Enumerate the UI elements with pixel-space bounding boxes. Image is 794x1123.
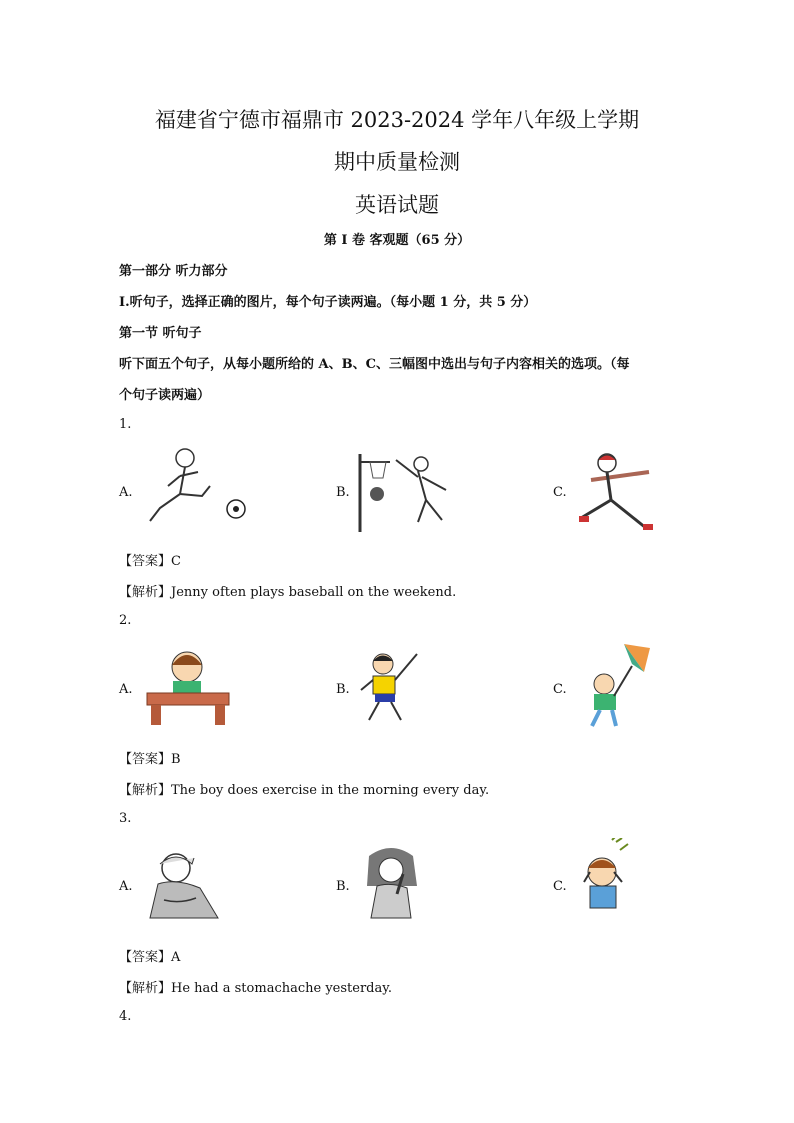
analysis-text: Jenny often plays baseball on the weekend. [171,585,457,600]
directions-line-1: 听下面五个句子，从每小题所给的 A、B、C、三幅图中选出与句子内容相关的选项。（每 [119,357,630,372]
option-a-label: A. [119,485,133,500]
baseball-player-swinging-image [571,450,665,534]
option-b-label: B. [336,879,350,894]
analysis-text: He had a stomachache yesterday. [171,981,392,996]
question-number: 1. [119,417,132,432]
woman-with-toothache-image [357,846,427,920]
analysis-line-1 [119,581,456,600]
boy-at-desk-image [141,649,235,727]
boy-flying-kite-image [584,642,652,730]
instruction-text: I.听句子，选择正确的图片，每个句子读两遍。（每小题 1 分，共 5 分） [119,295,537,310]
option-c-label: C. [553,682,567,697]
section-heading: 第 I 卷 客观题（65 分） [323,233,471,248]
answer-label: 【答案】 [119,752,172,767]
answer-value: B [171,752,181,767]
boy-doing-exercise-image [357,650,423,724]
analysis-line-3 [119,977,392,996]
answer-label: 【答案】 [119,554,172,569]
subsection-heading: 第一节 听句子 [119,326,202,341]
question-number: 2. [119,613,132,628]
analysis-text: The boy does exercise in the morning every day. [171,783,490,798]
analysis-line-2 [119,779,489,798]
question-number: 3. [119,811,132,826]
option-c-label: C. [553,879,567,894]
boy-kicking-soccer-ball-image [140,446,252,530]
directions-line-2: 个句子读两遍） [119,388,211,403]
answer-value: C [171,554,181,569]
analysis-label: 【解析】 [119,585,172,600]
boy-with-headache-image [582,838,634,920]
answer-label: 【答案】 [119,950,172,965]
woman-with-stomachache-image [140,848,224,920]
question-number: 4. [119,1009,132,1024]
page-subtitle: 期中质量检测 [334,150,460,174]
option-b-label: B. [336,485,350,500]
part-heading: 第一部分 听力部分 [119,264,228,279]
option-a-label: A. [119,879,133,894]
page-title: 福建省宁德市福鼎市 2023-2024 学年八年级上学期 [154,108,640,132]
subject-title: 英语试题 [355,193,439,217]
option-c-label: C. [553,485,567,500]
option-a-label: A. [119,682,133,697]
answer-line-1 [119,550,181,569]
analysis-label: 【解析】 [119,981,172,996]
analysis-label: 【解析】 [119,783,172,798]
answer-line-3 [119,946,180,965]
option-b-label: B. [336,682,350,697]
answer-value: A [171,950,181,965]
answer-line-2 [119,748,181,767]
boy-playing-basketball-image [356,452,458,532]
